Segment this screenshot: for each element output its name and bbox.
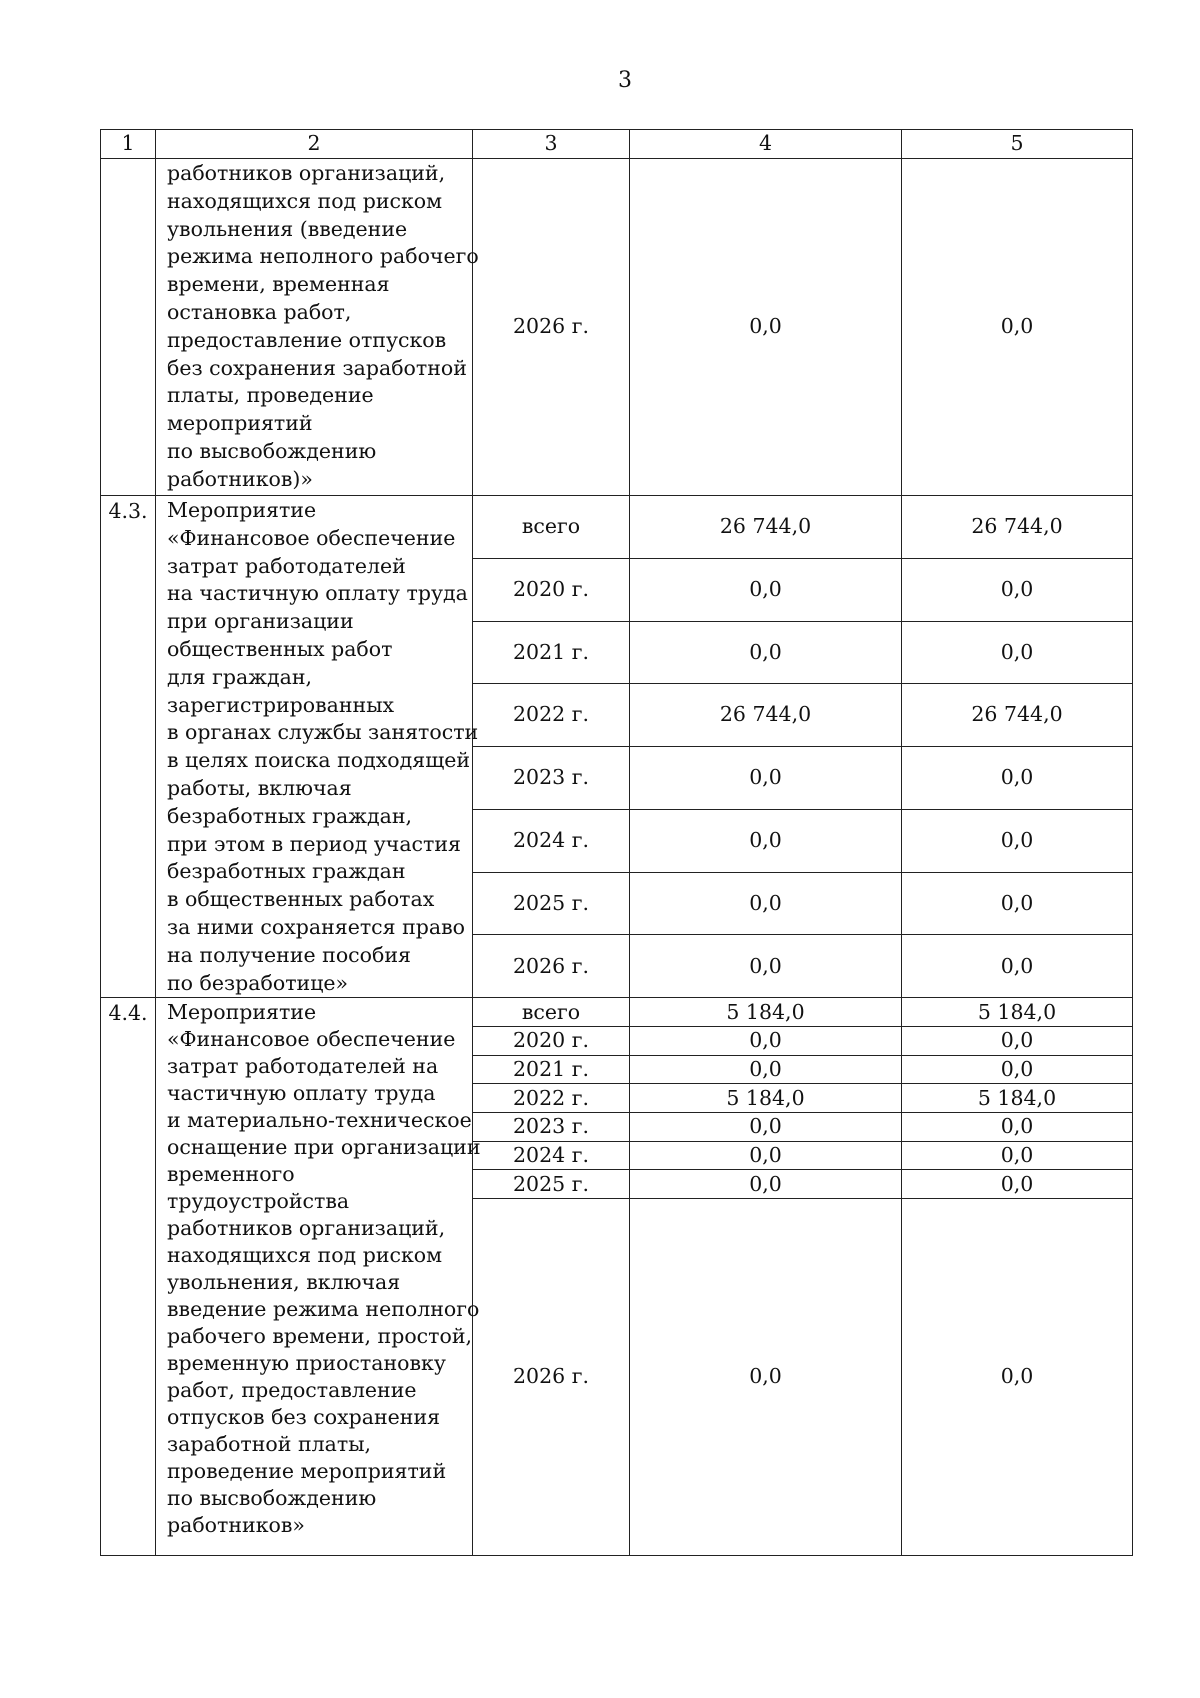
value-cell-col5: 0,0 bbox=[902, 1055, 1133, 1084]
description-line: режима неполного рабочего bbox=[167, 244, 479, 269]
value-cell-col4: 0,0 bbox=[630, 1199, 902, 1556]
description-line: времени, временная bbox=[167, 272, 390, 297]
description-line: заработной платы, bbox=[167, 1432, 372, 1457]
period-cell: 2024 г. bbox=[473, 1141, 630, 1170]
period-cell: 2026 г. bbox=[473, 159, 630, 496]
description-line: проведение мероприятий bbox=[167, 1459, 447, 1484]
value-cell-col5: 5 184,0 bbox=[902, 998, 1133, 1027]
value-cell-col5: 0,0 bbox=[902, 872, 1133, 935]
value-cell-col4: 0,0 bbox=[630, 872, 902, 935]
value-cell-col4: 0,0 bbox=[630, 809, 902, 872]
description-line: частичную оплату труда bbox=[167, 1081, 436, 1106]
period-cell: 2026 г. bbox=[473, 935, 630, 998]
description-line: находящихся под риском bbox=[167, 1243, 443, 1268]
description-line: находящихся под риском bbox=[167, 188, 443, 213]
description-line: рабочего времени, простой, bbox=[167, 1324, 473, 1349]
period-cell: 2023 г. bbox=[473, 747, 630, 810]
value-cell-col5: 0,0 bbox=[902, 1141, 1133, 1170]
value-cell-col4: 0,0 bbox=[630, 1141, 902, 1170]
value-cell-col5: 5 184,0 bbox=[902, 1084, 1133, 1113]
description-line: затрат работодателей bbox=[167, 553, 406, 578]
period-cell: всего bbox=[473, 496, 630, 559]
period-cell: 2025 г. bbox=[473, 872, 630, 935]
value-cell-col5: 26 744,0 bbox=[902, 496, 1133, 559]
budget-table bbox=[100, 129, 1133, 1556]
value-cell-col5: 0,0 bbox=[902, 621, 1133, 684]
period-cell: 2022 г. bbox=[473, 1084, 630, 1113]
description-line: безработных граждан bbox=[167, 859, 406, 884]
item-number-cell: 4.4. bbox=[101, 998, 156, 1556]
value-cell-col5: 0,0 bbox=[902, 1199, 1133, 1556]
description-line: за ними сохраняется право bbox=[167, 914, 465, 939]
description-line: в общественных работах bbox=[167, 887, 435, 912]
description-line: при этом в период участия bbox=[167, 831, 461, 856]
table-row bbox=[101, 159, 1133, 496]
value-cell-col5: 0,0 bbox=[902, 809, 1133, 872]
description-line: при организации bbox=[167, 609, 354, 634]
table-row bbox=[101, 496, 1133, 559]
value-cell-col4: 0,0 bbox=[630, 558, 902, 621]
period-cell: 2026 г. bbox=[473, 1199, 630, 1556]
column-header-1: 1 bbox=[101, 130, 156, 159]
description-line: и материально-техническое bbox=[167, 1108, 472, 1133]
description-line: зарегистрированных bbox=[167, 692, 395, 717]
description-line: «Финансовое обеспечение bbox=[167, 1027, 456, 1052]
description-line: на получение пособия bbox=[167, 942, 411, 967]
description-line: временного bbox=[167, 1162, 295, 1187]
value-cell-col4: 5 184,0 bbox=[630, 1084, 902, 1113]
value-cell-col5: 0,0 bbox=[902, 558, 1133, 621]
value-cell-col5: 26 744,0 bbox=[902, 684, 1133, 747]
description-line: Мероприятие bbox=[167, 1000, 317, 1025]
description-line: «Финансовое обеспечение bbox=[167, 525, 456, 550]
description-line: безработных граждан, bbox=[167, 803, 413, 828]
period-cell: 2023 г. bbox=[473, 1113, 630, 1142]
description-line: отпусков без сохранения bbox=[167, 1405, 441, 1430]
value-cell-col4: 0,0 bbox=[630, 1113, 902, 1142]
value-cell-col4: 0,0 bbox=[630, 1027, 902, 1056]
description-line: предоставление отпусков bbox=[167, 327, 447, 352]
period-cell: 2021 г. bbox=[473, 1055, 630, 1084]
value-cell-col4: 0,0 bbox=[630, 159, 902, 496]
value-cell-col4: 0,0 bbox=[630, 621, 902, 684]
column-header-5: 5 bbox=[902, 130, 1133, 159]
value-cell-col5: 0,0 bbox=[902, 1113, 1133, 1142]
period-cell: 2022 г. bbox=[473, 684, 630, 747]
table-row bbox=[101, 998, 1133, 1027]
item-number-cell bbox=[101, 159, 156, 496]
description-line: платы, проведение bbox=[167, 383, 374, 408]
description-line: работников)» bbox=[167, 466, 313, 491]
description-line: оснащение при организации bbox=[167, 1135, 481, 1160]
period-cell: 2020 г. bbox=[473, 558, 630, 621]
description-line: временную приостановку bbox=[167, 1351, 446, 1376]
continued-description-cell bbox=[156, 159, 479, 496]
description-line: мероприятий bbox=[167, 411, 313, 436]
description-line: в целях поиска подходящей bbox=[167, 748, 471, 773]
description-line: на частичную оплату труда bbox=[167, 581, 468, 606]
description-line: для граждан, bbox=[167, 664, 313, 689]
description-line: по высвобождению bbox=[167, 1486, 377, 1511]
description-line: работников» bbox=[167, 1513, 305, 1538]
item-description-cell bbox=[156, 998, 481, 1556]
period-cell: 2024 г. bbox=[473, 809, 630, 872]
value-cell-col5: 0,0 bbox=[902, 935, 1133, 998]
value-cell-col4: 0,0 bbox=[630, 935, 902, 998]
description-line: затрат работодателей на bbox=[167, 1054, 439, 1079]
description-line: введение режима неполного bbox=[167, 1297, 480, 1322]
description-line: увольнения (введение bbox=[167, 216, 408, 241]
item-description-cell bbox=[156, 496, 479, 998]
column-number-row bbox=[101, 130, 1133, 159]
value-cell-col4: 0,0 bbox=[630, 747, 902, 810]
value-cell-col5: 0,0 bbox=[902, 747, 1133, 810]
value-cell-col5: 0,0 bbox=[902, 1170, 1133, 1199]
description-line: остановка работ, bbox=[167, 299, 352, 324]
column-header-2: 2 bbox=[156, 130, 473, 159]
description-line: Мероприятие bbox=[167, 498, 317, 522]
value-cell-col4: 0,0 bbox=[630, 1170, 902, 1199]
description-line: работы, включая bbox=[167, 775, 352, 800]
item-number-cell: 4.3. bbox=[101, 496, 156, 998]
period-cell: всего bbox=[473, 998, 630, 1027]
description-line: в органах службы занятости bbox=[167, 720, 479, 745]
description-line: общественных работ bbox=[167, 636, 393, 661]
description-line: по безработице» bbox=[167, 970, 349, 995]
description-line: работников организаций, bbox=[167, 1216, 446, 1241]
description-line: по высвобождению bbox=[167, 438, 377, 463]
period-cell: 2025 г. bbox=[473, 1170, 630, 1199]
column-header-4: 4 bbox=[630, 130, 902, 159]
description-line: увольнения, включая bbox=[167, 1270, 401, 1295]
description-line: работников организаций, bbox=[167, 161, 446, 185]
period-cell: 2020 г. bbox=[473, 1027, 630, 1056]
column-header-3: 3 bbox=[473, 130, 630, 159]
value-cell-col4: 0,0 bbox=[630, 1055, 902, 1084]
value-cell-col4: 26 744,0 bbox=[630, 496, 902, 559]
page-number: 3 bbox=[618, 68, 632, 93]
description-line: работ, предоставление bbox=[167, 1378, 417, 1403]
description-line: трудоустройства bbox=[167, 1189, 350, 1214]
value-cell-col5: 0,0 bbox=[902, 1027, 1133, 1056]
value-cell-col4: 26 744,0 bbox=[630, 684, 902, 747]
description-line: без сохранения заработной bbox=[167, 355, 467, 380]
period-cell: 2021 г. bbox=[473, 621, 630, 684]
value-cell-col5: 0,0 bbox=[902, 159, 1133, 496]
value-cell-col4: 5 184,0 bbox=[630, 998, 902, 1027]
